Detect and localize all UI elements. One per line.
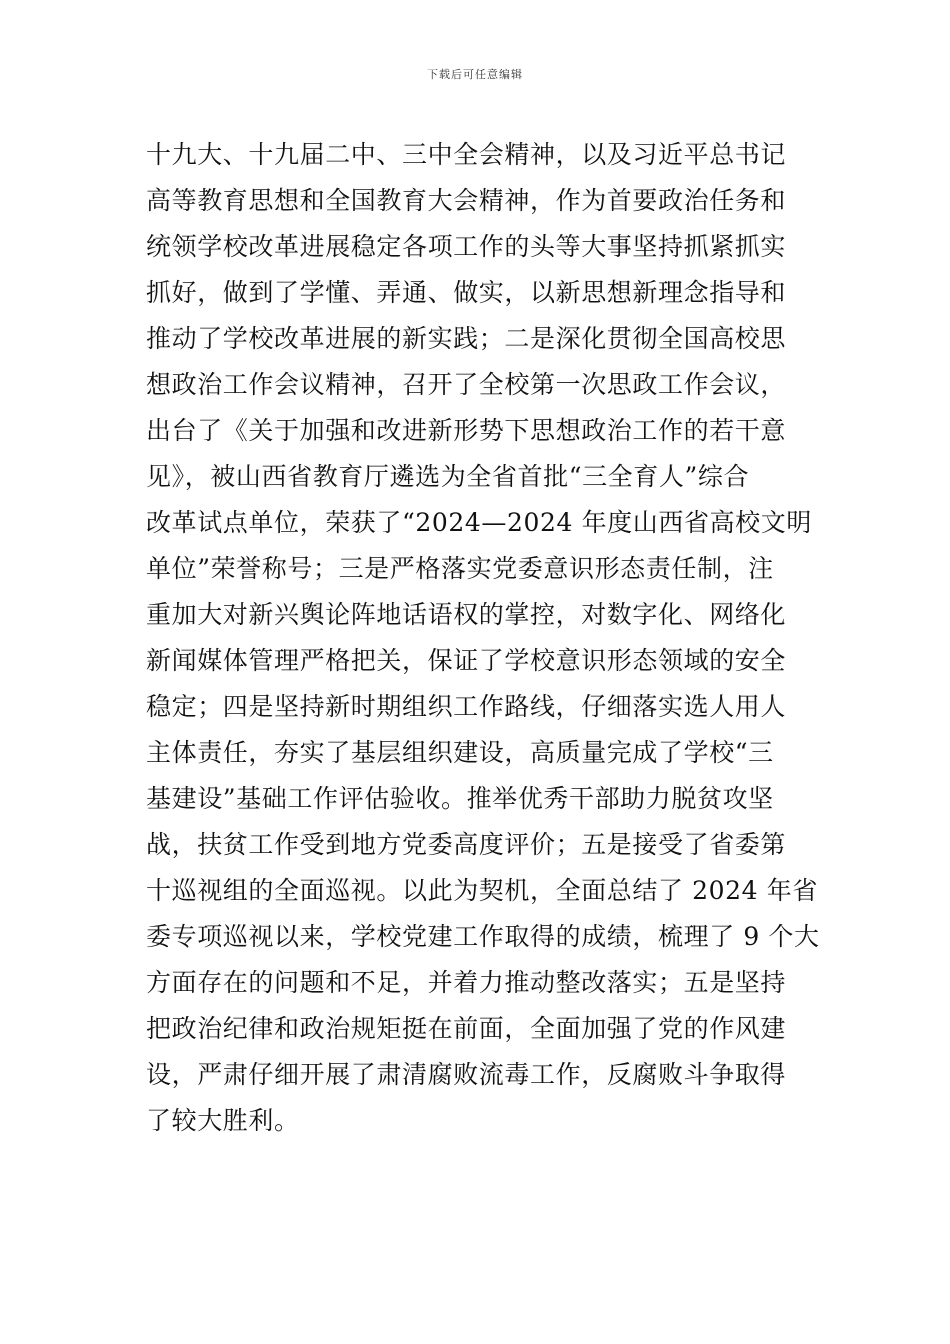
text-line: 十九大、十九届二中、三中全会精神，以及习近平总书记 <box>146 140 787 169</box>
text-line: 主体责任，夯实了基层组织建设，高质量完成了学校“三 <box>146 738 774 767</box>
text-line: 高等教育思想和全国教育大会精神，作为首要政治任务和 <box>146 186 787 215</box>
text-line: 改革试点单位，荣获了“2024—2024 年度山西省高校文明 <box>146 508 812 537</box>
text-line: 设，严肃仔细开展了肃清腐败流毒工作，反腐败斗争取得 <box>146 1060 787 1089</box>
header-note: 下载后可任意编辑 <box>427 68 523 81</box>
text-line: 重加大对新兴舆论阵地话语权的掌控，对数字化、网络化 <box>146 600 787 629</box>
text-line: 稳定；四是坚持新时期组织工作路线，仔细落实选人用人 <box>146 692 787 721</box>
text-line: 单位”荣誉称号；三是严格落实党委意识形态责任制，注 <box>146 554 774 583</box>
body-paragraph <box>146 132 820 1144</box>
text-line: 出台了《关于加强和改进新形势下思想政治工作的若干意 <box>146 416 787 445</box>
text-line: 了较大胜利。 <box>146 1106 300 1135</box>
text-line: 方面存在的问题和不足，并着力推动整改落实；五是坚持 <box>146 968 787 997</box>
text-line: 委专项巡视以来，学校党建工作取得的成绩，梳理了 9 个大 <box>146 922 820 951</box>
text-line: 统领学校改革进展稳定各项工作的头等大事坚持抓紧抓实 <box>146 232 787 261</box>
text-line: 新闻媒体管理严格把关，保证了学校意识形态领域的安全 <box>146 646 787 675</box>
text-line: 把政治纪律和政治规矩挺在前面，全面加强了党的作风建 <box>146 1014 787 1043</box>
text-line: 想政治工作会议精神，召开了全校第一次思政工作会议， <box>146 370 787 399</box>
text-line: 见》，被山西省教育厅遴选为全省首批“三全育人”综合 <box>146 462 750 491</box>
text-line: 战，扶贫工作受到地方党委高度评价；五是接受了省委第 <box>146 830 787 859</box>
text-line: 基建设”基础工作评估验收。推举优秀干部助力脱贫攻坚 <box>146 784 774 813</box>
text-line: 抓好，做到了学懂、弄通、做实，以新思想新理念指导和 <box>146 278 787 307</box>
text-line: 十巡视组的全面巡视。以此为契机，全面总结了 2024 年省 <box>146 876 818 905</box>
text-line: 推动了学校改革进展的新实践；二是深化贯彻全国高校思 <box>146 324 787 353</box>
